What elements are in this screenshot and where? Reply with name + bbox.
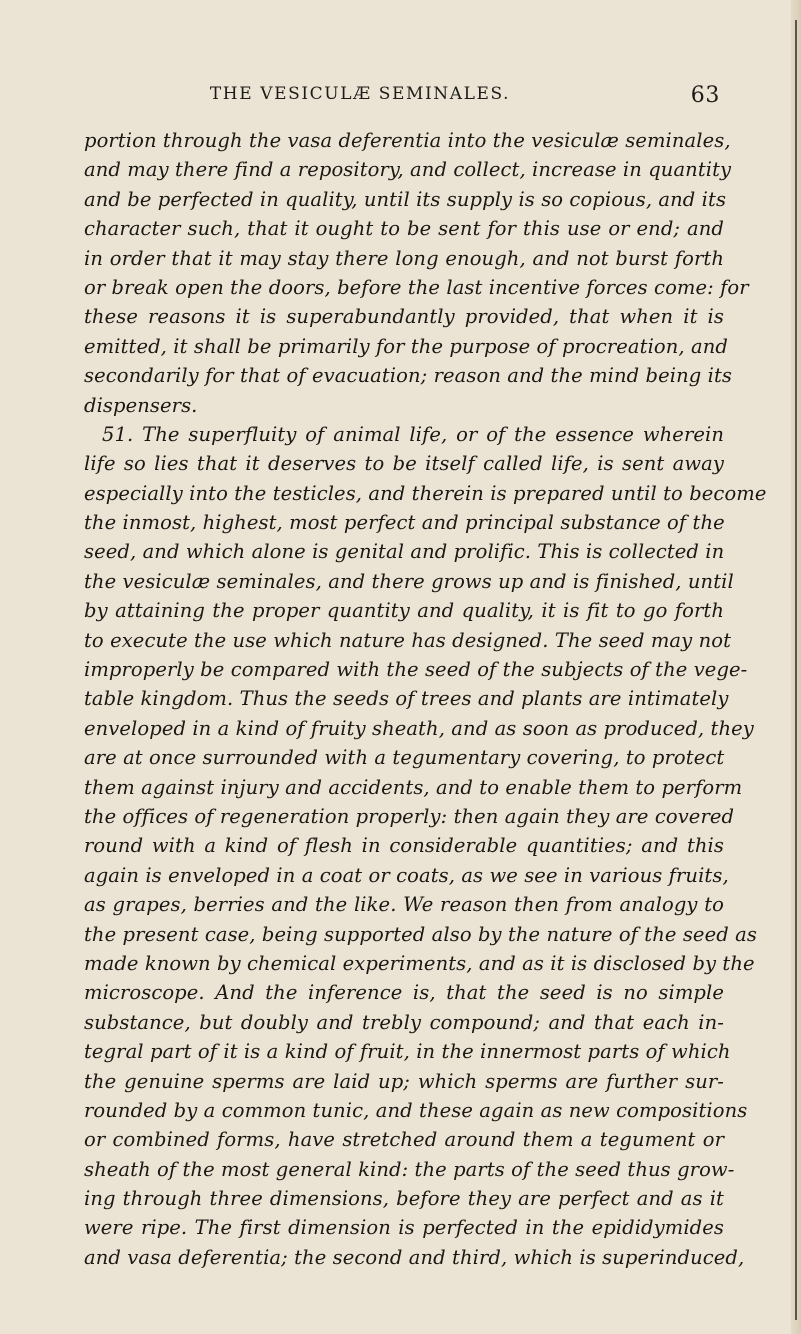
text-line: and may there find a repository, and collect, increase in quantity [84,158,732,182]
text-line: seed, and which alone is genital and prolific. This is collected in [84,540,725,564]
text-line: enveloped in a kind of fruity sheath, and as soon as produced, they [84,716,754,740]
text-line: table kingdom. Thus the seeds of trees and plants are intimately [84,687,729,711]
text-line: life so lies that it deserves to be itself called life, is sent away [84,452,724,476]
page-header [160,84,720,110]
page-edge-shadow [791,0,801,1334]
text-line: or combined forms, have stretched around them a tegument or [84,1128,724,1152]
text-line: secondarily for that of evacuation; reason and the mind being its [84,364,733,388]
text-line: the inmost, highest, most perfect and principal substance of the [84,511,725,535]
text-line: round with a kind of flesh in considerable quantities; and this [84,834,724,858]
text-line: again is enveloped in a coat or coats, as we see in various fruits, [84,863,729,887]
text-line: and vasa deferentia; the second and third, which is superinduced, [84,1245,745,1269]
text-line: microscope. And the inference is, that the seed is no simple [84,981,724,1005]
text-line: as grapes, berries and the like. We reason then from analogy to [84,893,724,917]
text-line: them against injury and accidents, and to enable them to perform [84,775,743,799]
text-line: the vesiculæ seminales, and there grows up and is finished, until [84,569,734,593]
text-line: made known by chemical experiments, and as it is disclosed by the [84,951,755,975]
text-line: by attaining the proper quantity and quality, it is fit to go forth [84,599,724,623]
running-head: THE VESICULÆ SEMINALES. [209,84,511,104]
text-line: the genuine sperms are laid up; which sperms are further sur- [84,1069,724,1093]
text-line: portion through the vasa deferentia into the vesiculæ seminales, [84,129,731,152]
paragraph-start-line: 51. The superfluity of animal life, or of the essence wherein [102,422,724,446]
body-text [84,126,767,1272]
text-line: substance, but doubly and trebly compound; and that each in- [84,1010,724,1034]
text-line: emitted, it shall be primarily for the purpose of procreation, and [84,334,728,358]
text-line: ing through three dimensions, before they are perfect and as it [84,1187,724,1211]
text-line: the offices of regeneration properly: then again they are covered [84,804,735,828]
text-line: tegral part of it is a kind of fruit, in the innermost parts of which [84,1040,731,1064]
text-line: these reasons it is superabundantly provided, that when it is [84,305,724,329]
text-line: rounded by a common tunic, and these again as new compositions [84,1098,748,1122]
text-line: in order that it may stay there long enough, and not burst forth [84,246,724,270]
text-line: improperly be compared with the seed of the subjects of the vege- [84,658,748,682]
text-line: sheath of the most general kind: the parts of the seed thus grow- [84,1157,735,1181]
text-line: especially into the testicles, and therein is prepared until to become [84,481,767,505]
text-line: dispensers. [84,393,198,417]
text-line: the present case, being supported also by the nature of the seed as [84,922,757,946]
text-line: were ripe. The first dimension is perfected in the epididymides [84,1216,724,1240]
text-line: and be perfected in quality, until its supply is so copious, and its [84,187,727,211]
text-line: are at once surrounded with a tegumentary covering, to protect [84,746,725,770]
text-line: character such, that it ought to be sent for this use or end; and [84,217,724,241]
text-line: to execute the use which nature has designed. The seed may not [84,628,732,652]
text-line: or break open the doors, before the last incentive forces come: for [84,275,749,299]
page-number: 63 [690,83,720,108]
